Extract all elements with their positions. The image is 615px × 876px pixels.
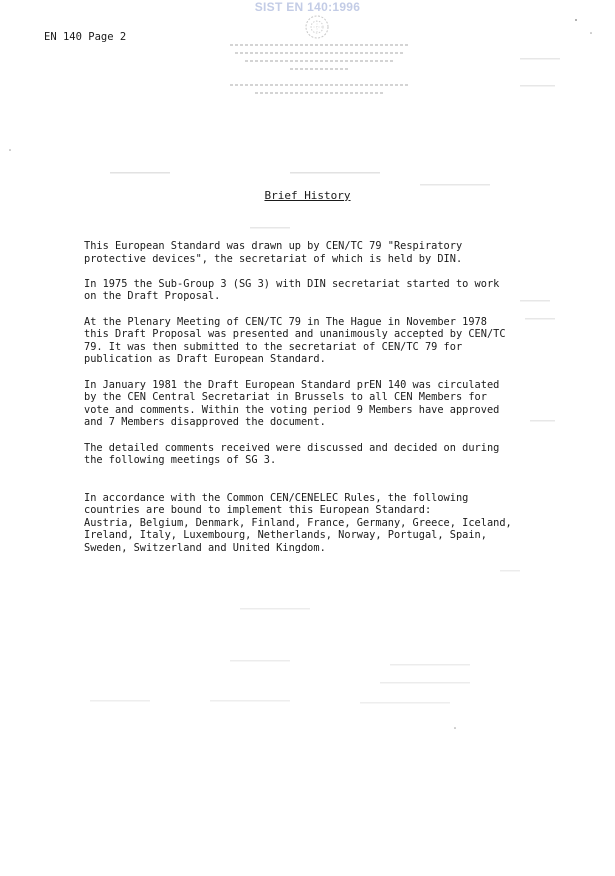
text-line: This European Standard was drawn up by CEN/TC 79 "Respiratory — [84, 240, 463, 252]
text-line: Sweden, Switzerland and United Kingdom. — [84, 542, 326, 555]
text-line: Ireland, Italy, Luxembourg, Netherlands, Norway, Portugal, Spain, — [84, 529, 487, 542]
text-line: In 1975 the Sub-Group 3 (SG 3) with DIN secretariat started to work — [84, 277, 500, 290]
paragraph — [84, 442, 524, 467]
text-line: 79. It was then submitted to the secretariat of CEN/TC 79 for — [84, 340, 463, 353]
document-body — [84, 240, 524, 555]
watermark: SIST EN 140:1996 — [254, 0, 361, 14]
text-line: this Draft Proposal was presented and unanimously accepted by CEN/TC — [84, 328, 506, 341]
paragraph — [84, 316, 524, 366]
paragraph — [84, 492, 524, 555]
text-line: countries are bound to implement this European Standard: — [84, 504, 432, 517]
paragraph — [84, 278, 524, 303]
text-line: the following meetings of SG 3. — [84, 454, 277, 467]
text-line: In January 1981 the Draft European Standard prEN 140 was circulated — [84, 378, 500, 391]
text-line: In accordance with the Common CEN/CENELEC Rules, the following — [84, 491, 469, 504]
text-line: protective devices", the secretariat of which is held by DIN. — [84, 252, 463, 265]
text-line: on the Draft Proposal. — [84, 290, 221, 303]
text-line: and 7 Members disapproved the document. — [84, 416, 326, 429]
paragraph — [84, 240, 524, 265]
text-line: vote and comments. Within the voting period 9 Members have approved — [84, 403, 500, 416]
text-line: Austria, Belgium, Denmark, Finland, France, Germany, Greece, Iceland, — [84, 516, 512, 529]
page-label: EN 140 Page 2 — [44, 31, 127, 43]
text-line: publication as Draft European Standard. — [84, 353, 326, 366]
text-line: At the Plenary Meeting of CEN/TC 79 in The Hague in November 1978 — [84, 315, 487, 328]
text-line: The detailed comments received were discussed and decided on during — [84, 441, 500, 454]
text-line: by the CEN Central Secretariat in Brussels to all CEN Members for — [84, 391, 487, 404]
heading-text: Brief History — [264, 189, 351, 202]
section-heading — [0, 189, 615, 202]
seal-emblem — [300, 13, 334, 41]
faded-letterhead — [225, 44, 415, 100]
paragraph — [84, 379, 524, 429]
